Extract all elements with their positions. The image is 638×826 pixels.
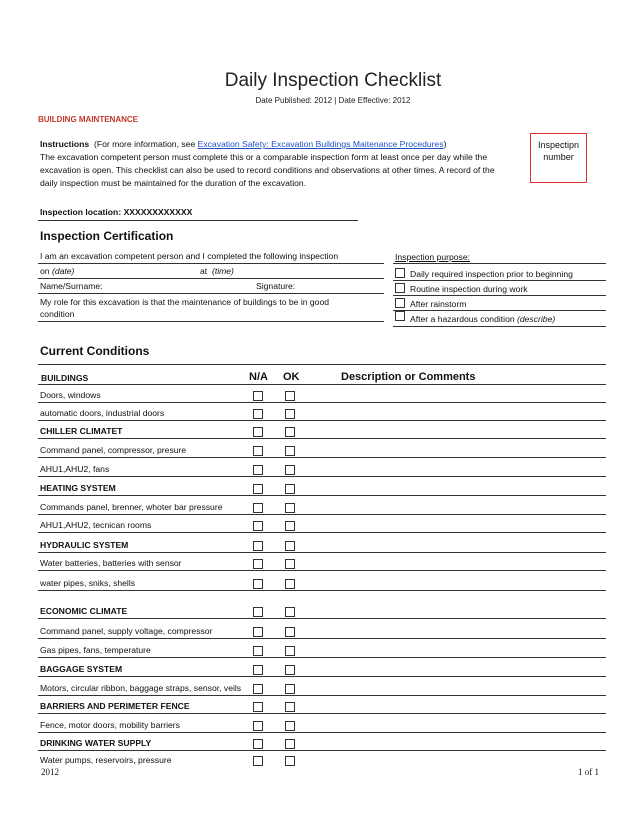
ok-checkbox[interactable] xyxy=(285,521,295,531)
ok-checkbox[interactable] xyxy=(285,756,295,766)
row-divider xyxy=(38,532,606,533)
page-title: Daily Inspection Checklist xyxy=(224,70,442,91)
divider xyxy=(393,263,606,264)
department-label: BUILDING MAINTENANCE xyxy=(38,115,138,124)
certification-heading: Inspection Certification xyxy=(40,229,174,243)
divider xyxy=(38,384,606,385)
row-divider xyxy=(38,713,606,714)
inspection-number-line2: number xyxy=(543,152,574,162)
row-divider xyxy=(38,552,606,553)
instructions-block xyxy=(40,138,510,190)
ok-checkbox[interactable] xyxy=(285,702,295,712)
purpose-routine-label: Routine inspection during work xyxy=(410,284,528,294)
divider xyxy=(38,278,384,279)
row-divider xyxy=(38,438,606,439)
row-divider xyxy=(38,420,606,421)
section-header: BAGGAGE SYSTEM xyxy=(40,664,123,674)
na-checkbox[interactable] xyxy=(253,559,263,569)
section-header: HYDRAULIC SYSTEM xyxy=(40,540,129,550)
list-item: Command panel, compressor, presure xyxy=(40,445,187,455)
divider xyxy=(393,280,606,281)
col-ok: OK xyxy=(283,371,300,383)
list-item: AHU1,AHU2, tecnican rooms xyxy=(40,520,152,530)
row-divider xyxy=(38,570,606,571)
row-divider xyxy=(38,590,606,591)
ok-checkbox[interactable] xyxy=(285,627,295,637)
ok-checkbox[interactable] xyxy=(285,646,295,656)
purpose-rainstorm-label: After rainstorm xyxy=(410,299,467,309)
role-field[interactable] xyxy=(40,296,380,320)
divider xyxy=(38,364,606,365)
na-checkbox[interactable] xyxy=(253,427,263,437)
list-item: Commands panel, brenner, whoter bar pressure xyxy=(40,502,223,512)
name-label[interactable]: Name/Surname: xyxy=(40,281,103,291)
inspection-number-box[interactable] xyxy=(530,133,587,183)
na-checkbox[interactable] xyxy=(253,665,263,675)
row-divider xyxy=(38,676,606,677)
section-header: ECONOMIC CLIMATE xyxy=(40,606,128,616)
purpose-hazard-checkbox[interactable] xyxy=(395,311,405,321)
divider xyxy=(38,293,384,294)
divider xyxy=(38,321,384,322)
purpose-label: Inspection purpose: xyxy=(395,252,471,262)
na-checkbox[interactable] xyxy=(253,739,263,749)
purpose-daily-label: Daily required inspection prior to beginning xyxy=(410,269,573,279)
location-label: Inspection location xyxy=(40,207,119,217)
divider xyxy=(393,310,606,311)
na-checkbox[interactable] xyxy=(253,521,263,531)
ok-checkbox[interactable] xyxy=(285,465,295,475)
na-checkbox[interactable] xyxy=(253,446,263,456)
na-checkbox[interactable] xyxy=(253,627,263,637)
na-checkbox[interactable] xyxy=(253,391,263,401)
row-divider xyxy=(38,514,606,515)
na-checkbox[interactable] xyxy=(253,579,263,589)
time-placeholder: (time) xyxy=(211,266,234,276)
purpose-hazard-describe: (describe) xyxy=(517,314,556,324)
footer-year: 2012 xyxy=(41,767,59,777)
row-divider xyxy=(38,618,606,619)
location-underline xyxy=(38,220,358,221)
col-description: Description or Comments xyxy=(341,371,476,383)
row-divider xyxy=(38,750,606,751)
ok-checkbox[interactable] xyxy=(285,409,295,419)
procedures-link[interactable]: Excavation Safety: Excavation Buildings Maitenance Procedures xyxy=(197,139,444,149)
row-divider xyxy=(38,657,606,658)
na-checkbox[interactable] xyxy=(253,721,263,731)
purpose-hazard-text: After a hazardous condition xyxy=(410,314,515,324)
purpose-routine-checkbox[interactable] xyxy=(395,283,405,293)
ok-checkbox[interactable] xyxy=(285,739,295,749)
section-header: DRINKING WATER SUPPLY xyxy=(40,738,152,748)
ok-checkbox[interactable] xyxy=(285,684,295,694)
conditions-heading: Current Conditions xyxy=(40,344,150,358)
na-checkbox[interactable] xyxy=(253,541,263,551)
publication-dates: Date Published: 2012 | Date Effective: 2012 xyxy=(255,96,411,105)
role-line-2: condition xyxy=(40,309,75,319)
list-item: Doors, windows xyxy=(40,390,101,400)
ok-checkbox[interactable] xyxy=(285,607,295,617)
ok-checkbox[interactable] xyxy=(285,503,295,513)
row-divider xyxy=(38,457,606,458)
location-value[interactable]: XXXXXXXXXXXX xyxy=(123,207,193,217)
ok-checkbox[interactable] xyxy=(285,391,295,401)
na-checkbox[interactable] xyxy=(253,484,263,494)
row-divider xyxy=(38,402,606,403)
list-item: Gas pipes, fans, temperature xyxy=(40,645,151,655)
ok-checkbox[interactable] xyxy=(285,427,295,437)
ok-checkbox[interactable] xyxy=(285,484,295,494)
list-item: AHU1,AHU2, fans xyxy=(40,464,110,474)
section-header: BARRIERS AND PERIMETER FENCE xyxy=(40,701,190,711)
date-placeholder: (date) xyxy=(51,266,75,276)
instructions-body-2: excavation is open. This checklist can also be used to record conditions and observations at other times. A record of the xyxy=(40,165,495,175)
row-divider xyxy=(38,495,606,496)
list-item: Command panel, supply voltage, compressor xyxy=(40,626,213,636)
divider xyxy=(393,326,606,327)
row-divider xyxy=(38,695,606,696)
purpose-rainstorm-checkbox[interactable] xyxy=(395,298,405,308)
on-label: on xyxy=(40,266,50,276)
instructions-body-1: The excavation competent person must complete this or a comparable inspection form at least once per day while the xyxy=(40,152,488,162)
na-checkbox[interactable] xyxy=(253,607,263,617)
list-item: Motors, circular ribbon, baggage straps, sensor, veils xyxy=(40,683,242,693)
ok-checkbox[interactable] xyxy=(285,665,295,675)
na-checkbox[interactable] xyxy=(253,684,263,694)
purpose-daily-checkbox[interactable] xyxy=(395,268,405,278)
time-field[interactable] xyxy=(200,266,234,276)
instructions-suffix: ) xyxy=(443,139,447,149)
list-item: Fence, motor doors, mobility barriers xyxy=(40,720,180,730)
col-na: N/A xyxy=(249,371,268,383)
page-number: 1 of 1 xyxy=(578,767,599,777)
date-field[interactable] xyxy=(40,266,74,276)
list-item: Water pumps, reservoirs, pressure xyxy=(40,755,172,765)
list-item: automatic doors, industrial doors xyxy=(40,408,165,418)
na-checkbox[interactable] xyxy=(253,756,263,766)
ok-checkbox[interactable] xyxy=(285,559,295,569)
na-checkbox[interactable] xyxy=(253,409,263,419)
instructions-prefix: (For more information, see xyxy=(93,139,198,149)
row-divider xyxy=(38,638,606,639)
instructions-body-3: daily inspection must be maintained for the duration of the excavation. xyxy=(40,178,307,188)
list-item: Water batteries, batteries with sensor xyxy=(40,558,182,568)
section-header: HEATING SYSTEM xyxy=(40,483,116,493)
ok-checkbox[interactable] xyxy=(285,721,295,731)
na-checkbox[interactable] xyxy=(253,503,263,513)
ok-checkbox[interactable] xyxy=(285,446,295,456)
divider xyxy=(38,263,384,264)
certification-statement: I am an excavation competent person and I completed the following inspection xyxy=(40,251,339,261)
inspection-number-line1: Inspectipn xyxy=(537,140,580,150)
signature-label[interactable]: Signature: xyxy=(256,281,296,291)
role-line-1: My role for this excavation is that the maintenance of buildings to be in good xyxy=(40,297,330,307)
ok-checkbox[interactable] xyxy=(285,579,295,589)
na-checkbox[interactable] xyxy=(253,646,263,656)
na-checkbox[interactable] xyxy=(253,702,263,712)
inspection-location: Inspection location: XXXXXXXXXXXX xyxy=(40,207,193,217)
col-buildings: BUILDINGS xyxy=(41,373,89,383)
at-label: at xyxy=(200,266,208,276)
row-divider xyxy=(38,476,606,477)
section-header: CHILLER CLIMATET xyxy=(40,426,123,436)
na-checkbox[interactable] xyxy=(253,465,263,475)
divider xyxy=(393,295,606,296)
purpose-hazard-label xyxy=(410,314,555,324)
ok-checkbox[interactable] xyxy=(285,541,295,551)
row-divider xyxy=(38,732,606,733)
list-item: water pipes, sniks, shells xyxy=(40,578,136,588)
instructions-label: Instructions xyxy=(40,139,90,149)
